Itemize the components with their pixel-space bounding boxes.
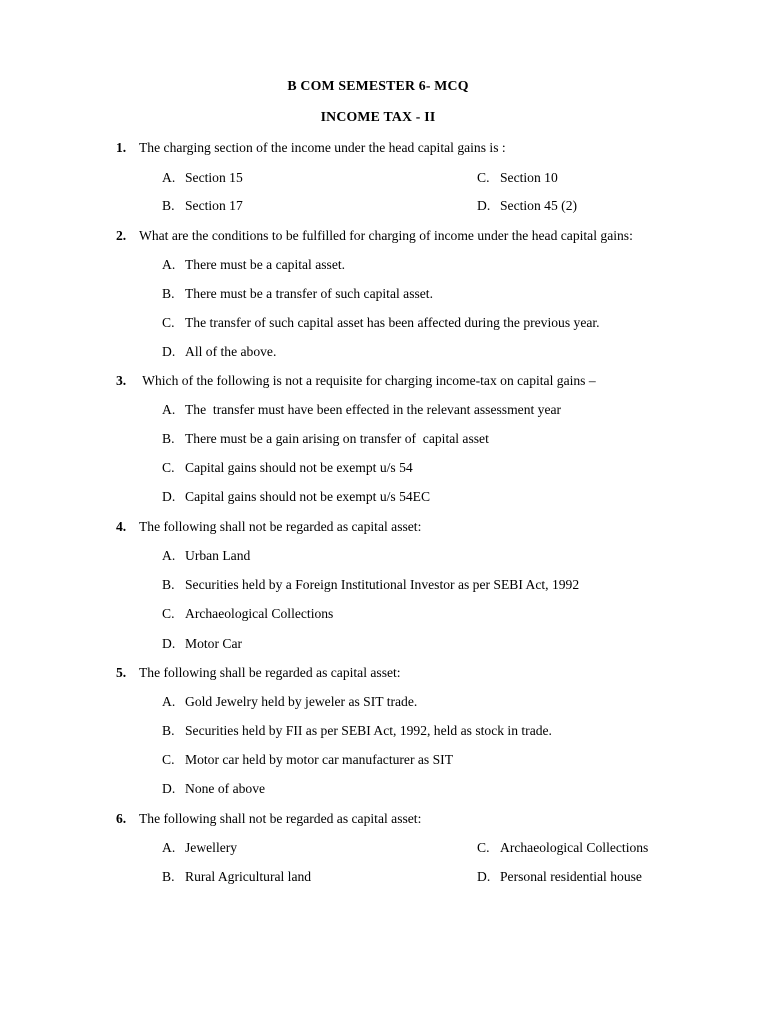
option-3b: B. There must be a gain arising on transfer of capital asset bbox=[162, 431, 489, 446]
option-4d: D. Motor Car bbox=[162, 636, 243, 651]
option-2b: B. There must be a transfer of such capital asset. bbox=[162, 286, 433, 301]
question-number: 3. bbox=[116, 373, 127, 388]
question-6 bbox=[116, 811, 421, 827]
question-4 bbox=[116, 519, 421, 535]
option-6b: B. Rural Agricultural land bbox=[162, 869, 312, 884]
document-title: B COM SEMESTER 6- MCQ bbox=[287, 78, 469, 93]
option-5d: D. None of above bbox=[162, 781, 266, 796]
question-number: 2. bbox=[116, 228, 127, 243]
option-1c: C. Section 10 bbox=[477, 170, 558, 185]
question-text: The following shall be regarded as capital asset: bbox=[139, 665, 401, 680]
option-5a: A. Gold Jewelry held by jeweler as SIT trade. bbox=[162, 694, 418, 709]
option-2c: C. The transfer of such capital asset has been affected during the previous year. bbox=[162, 315, 600, 330]
question-text: Which of the following is not a requisite for charging income-tax on capital gains – bbox=[139, 373, 596, 388]
question-text: The following shall not be regarded as capital asset: bbox=[139, 811, 422, 826]
question-1 bbox=[116, 140, 506, 156]
option-5c: C. Motor car held by motor car manufacturer as SIT bbox=[162, 752, 453, 767]
question-text: The charging section of the income under the head capital gains is : bbox=[139, 140, 506, 155]
option-6c: C. Archaeological Collections bbox=[477, 840, 649, 855]
option-4b: B. Securities held by a Foreign Institutional Investor as per SEBI Act, 1992 bbox=[162, 577, 580, 592]
option-6d: D. Personal residential house bbox=[477, 869, 642, 884]
option-2a: A. There must be a capital asset. bbox=[162, 257, 346, 272]
option-1b: B. Section 17 bbox=[162, 198, 243, 213]
question-number: 1. bbox=[116, 140, 127, 155]
option-5b: B. Securities held by FII as per SEBI Act, 1992, held as stock in trade. bbox=[162, 723, 552, 738]
option-3d: D. Capital gains should not be exempt u/s 54EC bbox=[162, 489, 431, 504]
option-1d: D. Section 45 (2) bbox=[477, 198, 578, 213]
question-number: 5. bbox=[116, 665, 127, 680]
option-3c: C. Capital gains should not be exempt u/s 54 bbox=[162, 460, 413, 475]
question-text: What are the conditions to be fulfilled for charging of income under the head capital gains: bbox=[139, 228, 633, 243]
option-4c: C. Archaeological Collections bbox=[162, 606, 334, 621]
question-number: 6. bbox=[116, 811, 127, 826]
question-text: The following shall not be regarded as capital asset: bbox=[139, 519, 422, 534]
option-3a: A. The transfer must have been effected in the relevant assessment year bbox=[162, 402, 562, 417]
question-5 bbox=[116, 665, 401, 681]
option-4a: A. Urban Land bbox=[162, 548, 251, 563]
option-6a: A. Jewellery bbox=[162, 840, 238, 855]
question-number: 4. bbox=[116, 519, 127, 534]
document-subtitle: INCOME TAX - II bbox=[320, 109, 436, 124]
option-1a: A. Section 15 bbox=[162, 170, 243, 185]
question-3 bbox=[116, 373, 596, 389]
option-2d: D. All of the above. bbox=[162, 344, 277, 359]
question-2 bbox=[116, 228, 633, 244]
